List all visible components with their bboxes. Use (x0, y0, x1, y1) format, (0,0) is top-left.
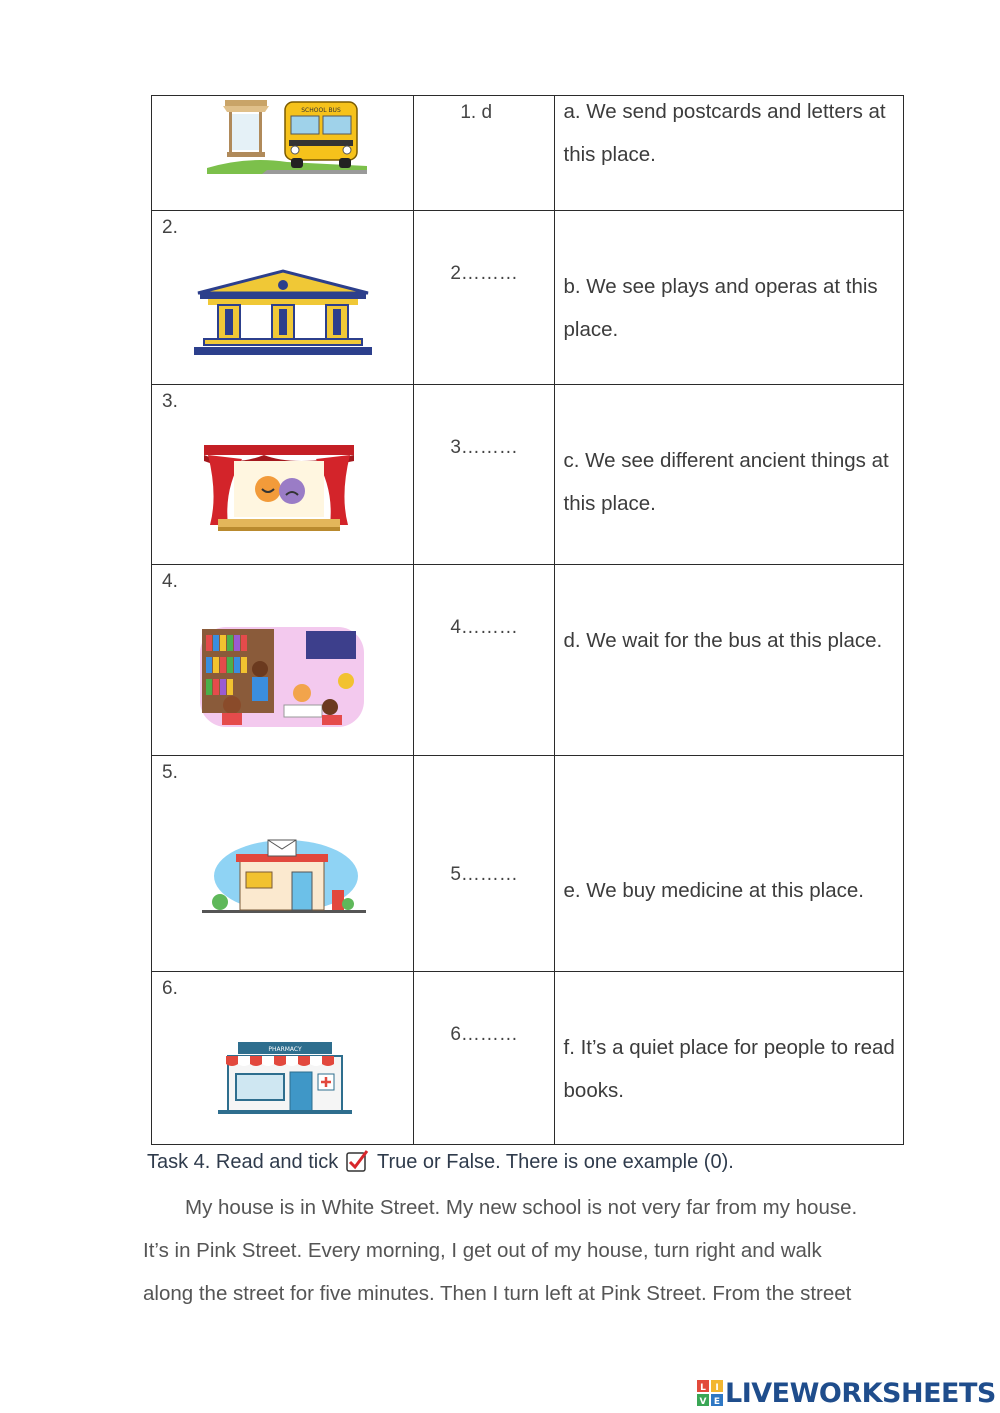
theatre-icon (204, 445, 354, 533)
library-icon (198, 623, 366, 731)
description-cell (554, 565, 903, 756)
description-text: a. We send postcards and letters at this place. (563, 100, 886, 166)
liveworksheets-logo-text: LIVEWORKSHEETS (725, 1377, 996, 1409)
table-row (152, 96, 904, 211)
pharmacy-sign-text: PHARMACY (268, 1046, 302, 1053)
passage-line: along the street for five minutes. Then I turn left at Pink Street. From the street (143, 1282, 852, 1305)
reading-passage (143, 1186, 903, 1315)
svg-text:E: E (713, 1397, 721, 1406)
task4-instruction: Task 4. Read and tick (147, 1151, 339, 1173)
tick-box-icon (346, 1150, 370, 1172)
table-row (152, 565, 904, 756)
answer-blank: 5……… (450, 864, 518, 885)
description-text: f. It’s a quiet place for people to read books. (563, 1036, 895, 1102)
passage-line: My house is in White Street. My new school is not very far from my house. (185, 1196, 858, 1219)
row-number: 5. (162, 762, 178, 783)
matching-table (151, 95, 904, 1145)
svg-text:I: I (715, 1383, 719, 1393)
answer-cell[interactable] (414, 211, 554, 385)
row-number: 2. (162, 217, 178, 238)
description-cell (554, 756, 903, 972)
table-row (152, 211, 904, 385)
answer-blank: 3……… (450, 437, 518, 458)
table-row (152, 756, 904, 972)
answer-blank: 2……… (450, 263, 518, 284)
answer-example: 1. d (460, 102, 493, 123)
description-cell (554, 385, 903, 565)
answer-cell[interactable] (414, 565, 554, 756)
answer-cell[interactable] (414, 385, 554, 565)
description-text: b. We see plays and operas at this place. (563, 275, 878, 341)
liveworksheets-logo-mark-icon (697, 1380, 723, 1406)
description-cell (554, 96, 903, 211)
task4-heading (147, 1150, 734, 1174)
description-cell (554, 972, 903, 1145)
answer-cell[interactable] (414, 96, 554, 211)
description-cell (554, 211, 903, 385)
picture-cell (152, 565, 414, 756)
answer-blank: 6……… (450, 1024, 518, 1045)
pharmacy-icon (218, 1036, 352, 1116)
table-row (152, 385, 904, 565)
picture-cell (152, 96, 414, 211)
svg-text:V: V (699, 1397, 707, 1406)
task4-instruction-rest: True or False. There is one example (0). (376, 1151, 734, 1173)
description-text: c. We see different ancient things at this place. (563, 449, 889, 515)
answer-blank: 4……… (450, 617, 518, 638)
picture-cell (152, 756, 414, 972)
passage-line: It’s in Pink Street. Every morning, I get out of my house, turn right and walk (143, 1239, 822, 1262)
bus-stop-icon (207, 96, 367, 176)
row-number: 4. (162, 571, 178, 592)
picture-cell (152, 385, 414, 565)
table-row (152, 972, 904, 1145)
picture-cell (152, 211, 414, 385)
answer-cell[interactable] (414, 972, 554, 1145)
description-text: e. We buy medicine at this place. (563, 879, 864, 902)
picture-cell (152, 972, 414, 1145)
row-number: 6. (162, 978, 178, 999)
row-number: 3. (162, 391, 178, 412)
museum-icon (190, 269, 376, 357)
liveworksheets-logo (697, 1376, 996, 1410)
answer-cell[interactable] (414, 756, 554, 972)
post-office-icon (198, 836, 370, 922)
bus-sign-text: SCHOOL BUS (301, 107, 341, 114)
description-text: d. We wait for the bus at this place. (563, 629, 883, 652)
svg-text:L: L (700, 1383, 706, 1393)
